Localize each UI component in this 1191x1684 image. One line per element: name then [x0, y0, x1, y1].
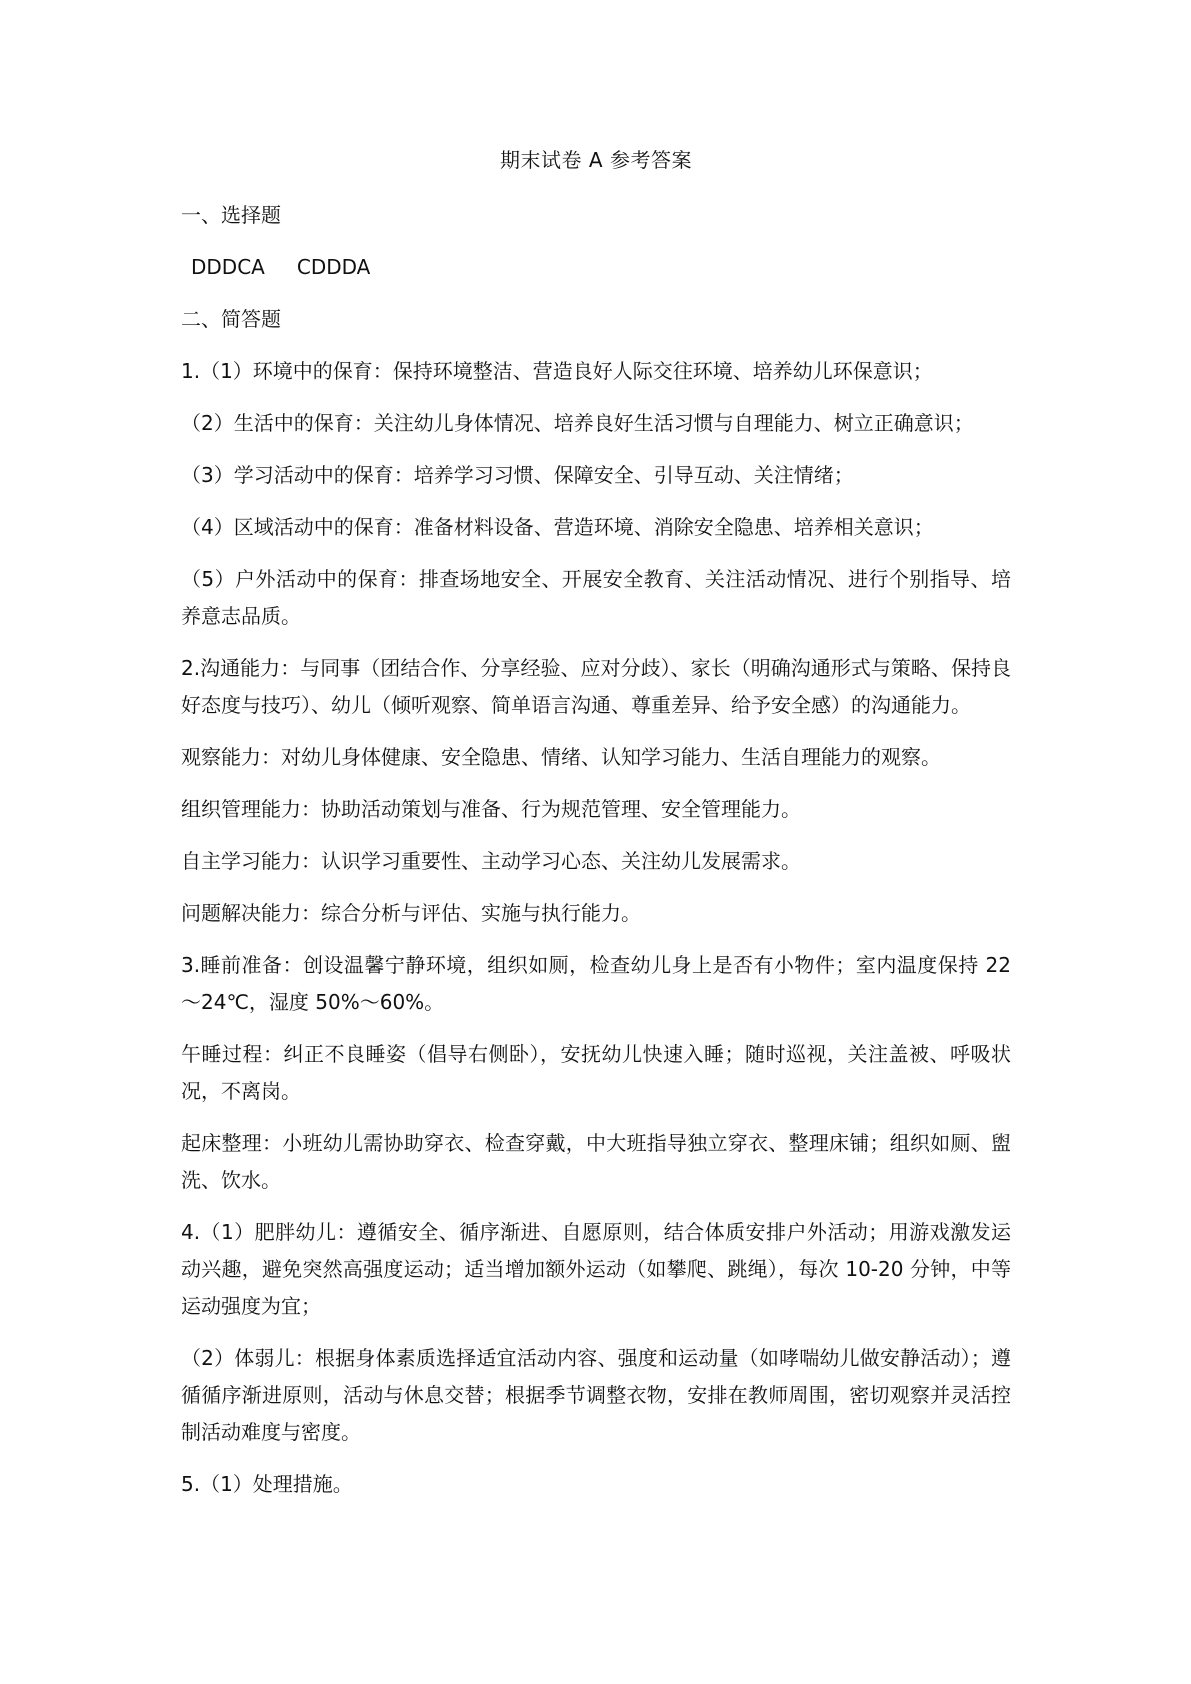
section-heading-short-answer: 二、简答题	[181, 307, 281, 331]
answer-paragraph: 起床整理：小班幼儿需协助穿衣、检查穿戴，中大班指导独立穿衣、整理床铺；组织如厕、盥洗、饮水。	[181, 1131, 1011, 1192]
answer-paragraph: 观察能力：对幼儿身体健康、安全隐患、情绪、认知学习能力、生活自理能力的观察。	[181, 745, 941, 769]
answer-paragraph: （5）户外活动中的保育：排查场地安全、开展安全教育、关注活动情况、进行个别指导、培养意志品质。	[181, 567, 1011, 628]
answer-paragraph: 午睡过程：纠正不良睡姿（倡导右侧卧），安抚幼儿快速入睡；随时巡视，关注盖被、呼吸状况，不离岗。	[181, 1042, 1011, 1103]
answer-paragraph: （4）区域活动中的保育：准备材料设备、营造环境、消除安全隐患、培养相关意识；	[181, 515, 934, 539]
answer-paragraph: （2）体弱儿：根据身体素质选择适宜活动内容、强度和运动量（如哮喘幼儿做安静活动）；遵循循序渐进原则，活动与休息交替；根据季节调整衣物，安排在教师周围，密切观察并灵活控制活动难度与密度。	[181, 1346, 1011, 1444]
answer-paragraph: （3）学习活动中的保育：培养学习习惯、保障安全、引导互动、关注情绪；	[181, 463, 854, 487]
answer-group-1: DDDCA	[191, 255, 265, 279]
document-body	[181, 145, 1011, 1518]
answer-paragraph: 3.睡前准备：创设温馨宁静环境，组织如厕，检查幼儿身上是否有小物件；室内温度保持 22～24℃，湿度 50%～60%。	[181, 953, 1011, 1014]
document-title: 期末试卷 A 参考答案	[500, 148, 692, 172]
answer-paragraph: 组织管理能力：协助活动策划与准备、行为规范管理、安全管理能力。	[181, 797, 801, 821]
answer-paragraph: 2.沟通能力：与同事（团结合作、分享经验、应对分歧）、家长（明确沟通形式与策略、保持良好态度与技巧）、幼儿（倾听观察、简单语言沟通、尊重差异、给予安全感）的沟通能力。	[181, 656, 1011, 717]
answer-group-2: CDDDA	[296, 255, 371, 279]
choice-answers	[181, 249, 1011, 286]
section-heading-choice: 一、选择题	[181, 203, 281, 227]
answer-paragraph: 1.（1）环境中的保育：保持环境整洁、营造良好人际交往环境、培养幼儿环保意识；	[181, 359, 933, 383]
answer-paragraph: （2）生活中的保育：关注幼儿身体情况、培养良好生活习惯与自理能力、树立正确意识；	[181, 411, 974, 435]
answer-paragraph: 问题解决能力：综合分析与评估、实施与执行能力。	[181, 901, 641, 925]
answer-paragraph: 自主学习能力：认识学习重要性、主动学习心态、关注幼儿发展需求。	[181, 849, 801, 873]
answer-paragraph: 4.（1）肥胖幼儿：遵循安全、循序渐进、自愿原则，结合体质安排户外活动；用游戏激发运动兴趣，避免突然高强度运动；适当增加额外运动（如攀爬、跳绳），每次 10-20 分钟，中等运动强度为宜；	[181, 1220, 1011, 1318]
answer-paragraph: 5.（1）处理措施。	[181, 1472, 353, 1496]
